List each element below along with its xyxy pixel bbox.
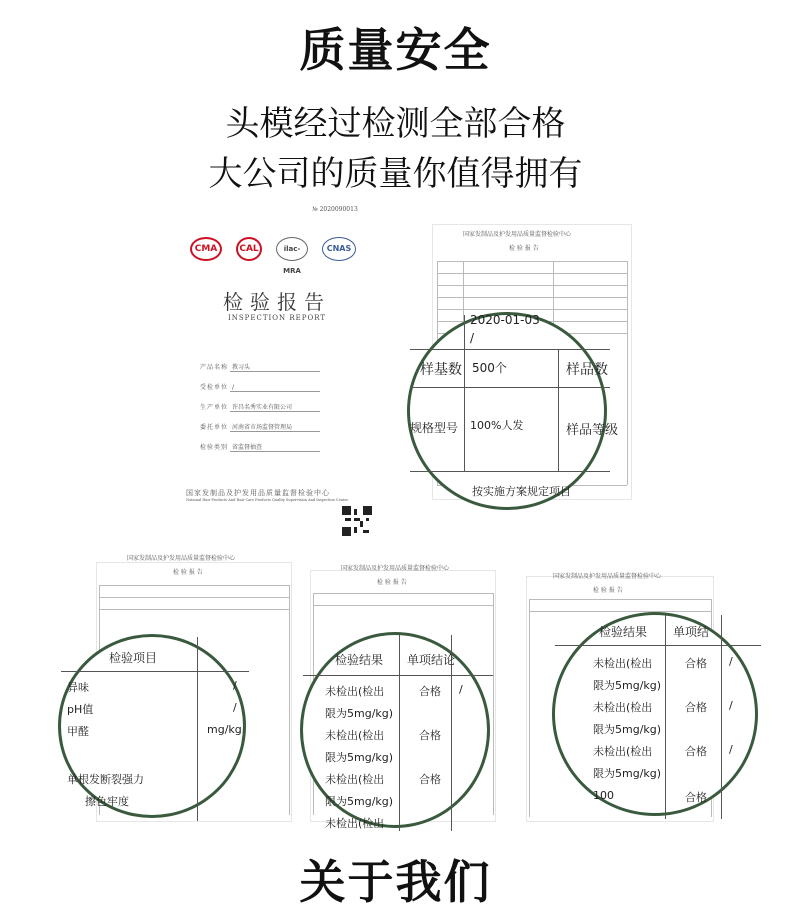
lens-result-line: 未检出(检出 bbox=[593, 745, 653, 758]
lens-pass: 合格 bbox=[685, 791, 707, 804]
lens-result-line: 未检出(检出 bbox=[325, 817, 385, 830]
lens-slash: / bbox=[729, 699, 733, 712]
inspection-report-cover bbox=[178, 200, 376, 520]
lens-result-line: 限为5mg/kg) bbox=[593, 767, 662, 780]
cover-row-product: 产品名称 教习头 bbox=[200, 362, 320, 372]
lens-slash: / bbox=[233, 701, 237, 714]
lens-result-line: 未检出(检出 bbox=[593, 657, 653, 670]
lens-label-grade: 样品等级 bbox=[566, 423, 619, 438]
magnifier-lens-b3 bbox=[552, 612, 758, 816]
magnifier-lens-b1 bbox=[58, 634, 246, 818]
lens-col-item: 检验项目 bbox=[109, 651, 158, 665]
cover-row-client: 委托单位 河南省市场监督管理局 bbox=[200, 422, 320, 432]
lens-unit: mg/kg bbox=[207, 723, 242, 736]
cover-row-category: 检验类别 省监督抽查 bbox=[200, 442, 320, 452]
subtitle-line-1: 头模经过检测全部合格 bbox=[225, 104, 566, 144]
lens-pass: 合格 bbox=[685, 657, 707, 670]
lens-pass: 合格 bbox=[685, 745, 707, 758]
lens-label-sample: 样品数 bbox=[566, 362, 608, 378]
report-title: 检 验 报 告 bbox=[377, 579, 407, 586]
report-header: 国家发制品及护发用品质量监督检验中心 bbox=[341, 565, 450, 572]
lens-result-line: 未检出(检出 bbox=[325, 773, 385, 786]
lens-result-line: 未检出(检出 bbox=[593, 701, 653, 714]
lens-result-line: 限为5mg/kg) bbox=[593, 679, 662, 692]
lens-date: 2020-01-03 bbox=[470, 313, 540, 327]
report-number: № 2020090013 bbox=[312, 206, 358, 213]
magnifier-lens-right bbox=[407, 312, 619, 510]
report-header: 国家发制品及护发用品质量监督检验中心 bbox=[127, 555, 236, 562]
cover-row-inspected: 受检单位 / bbox=[200, 382, 320, 392]
report-title: 检 验 报 告 bbox=[593, 587, 623, 594]
lens-slash: / bbox=[729, 655, 733, 668]
lens-basis: 按实施方案规定项目 bbox=[472, 485, 571, 498]
lens-row-formaldehyde: 甲醛 bbox=[67, 725, 89, 738]
lens-result-line: 限为5mg/kg) bbox=[325, 751, 394, 764]
report-title: 检 验 报 告 bbox=[509, 245, 539, 252]
lens-row-colorfastness: 擦色牢度 bbox=[85, 795, 129, 808]
cma-logo-icon: CMA bbox=[190, 237, 222, 261]
lens-spec: 100%人发 bbox=[470, 419, 524, 432]
cover-footer-en: National Hair Products And Hair Care Products Quality Supervision And Inspection Center bbox=[186, 498, 349, 502]
report-title: 检 验 报 告 bbox=[173, 569, 203, 576]
subtitle-line-2: 大公司的质量你值得拥有 bbox=[208, 154, 583, 194]
cover-footer: 国家发制品及护发用品质量监督检验中心 bbox=[186, 489, 330, 497]
ilac-mra-logo-icon: ilac-MRA bbox=[276, 237, 308, 261]
lens-result-line: 未检出(检出 bbox=[325, 685, 385, 698]
cal-logo-icon: CAL bbox=[236, 237, 262, 261]
cover-title: 检验报告 bbox=[223, 290, 331, 314]
magnifier-lens-b2 bbox=[300, 632, 490, 828]
section-title-about: 关于我们 bbox=[299, 855, 492, 909]
lens-slash: / bbox=[233, 679, 237, 692]
cover-subtitle: INSPECTION REPORT bbox=[227, 314, 327, 322]
report-header: 国家发制品及护发用品质量监督检验中心 bbox=[463, 231, 572, 238]
certification-logos bbox=[188, 237, 368, 275]
lens-col-conclusion: 单项结 bbox=[673, 625, 710, 639]
lens-result-line: 限为5mg/kg) bbox=[593, 723, 662, 736]
lens-result-line: 未检出(检出 bbox=[325, 729, 385, 742]
lens-pass: 合格 bbox=[419, 729, 441, 742]
qr-code-icon bbox=[342, 506, 372, 536]
lens-col-conclusion: 单项结论 bbox=[407, 653, 456, 667]
lens-count: 500个 bbox=[472, 361, 507, 375]
lens-col-result: 检验结果 bbox=[335, 653, 384, 667]
lens-result-line: 限为5mg/kg) bbox=[325, 795, 394, 808]
lens-row-odor: 异味 bbox=[67, 681, 89, 694]
section-title-quality: 质量安全 bbox=[299, 23, 492, 77]
lens-col-result: 检验结果 bbox=[599, 625, 648, 639]
lens-label-spec: 规格型号 bbox=[410, 421, 459, 435]
lens-slash: / bbox=[729, 743, 733, 756]
lens-label-count: 样基数 bbox=[420, 362, 462, 378]
lens-pass: 合格 bbox=[419, 773, 441, 786]
lens-pass: 合格 bbox=[685, 701, 707, 714]
lens-slash: / bbox=[459, 683, 463, 696]
lens-row-strength: 单根发断裂强力 bbox=[67, 773, 144, 786]
cover-row-manufacturer: 生产单位 许昌名秀实业有限公司 bbox=[200, 402, 320, 412]
report-header: 国家发制品及护发用品质量监督检验中心 bbox=[553, 573, 662, 580]
lens-pass: 合格 bbox=[419, 685, 441, 698]
lens-slash: / bbox=[470, 331, 475, 345]
lens-result-line: 100 bbox=[593, 789, 614, 802]
lens-result-line: 限为5mg/kg) bbox=[325, 707, 394, 720]
cnas-logo-icon: CNAS bbox=[322, 237, 356, 261]
lens-row-ph: pH值 bbox=[67, 703, 94, 716]
